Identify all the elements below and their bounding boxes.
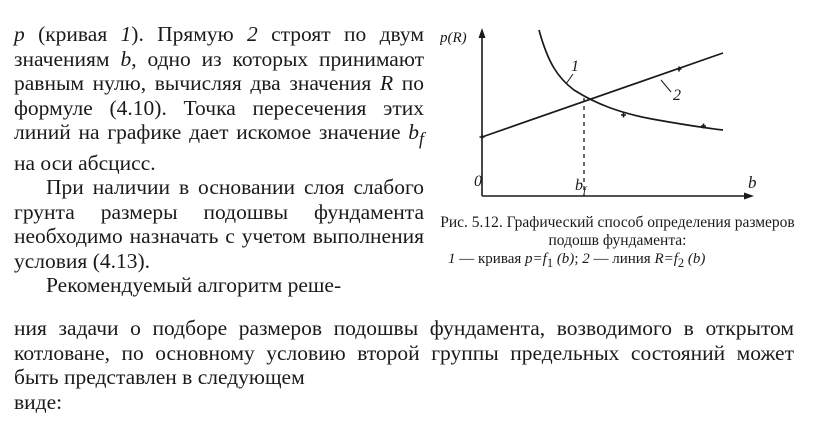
origin-label: 0 bbox=[474, 173, 482, 190]
text-run: (кривая bbox=[24, 22, 121, 46]
x-axis-label: b bbox=[748, 173, 757, 192]
legend-1-formula-sub: 1 bbox=[546, 256, 554, 270]
legend-2-text: — линия bbox=[589, 251, 655, 267]
line-2-leader bbox=[661, 80, 671, 92]
legend-2-formula: =f bbox=[663, 251, 678, 267]
legend-1-formula: (b) bbox=[553, 251, 575, 267]
legend-2-num: 2 bbox=[582, 251, 590, 267]
text-run: , одно из которых принимают равным нулю, вычисляя два значения bbox=[14, 46, 425, 95]
symbol-p: p bbox=[14, 22, 25, 46]
legend-1-formula: p bbox=[525, 251, 533, 267]
legend-1-text: — кривая bbox=[455, 251, 526, 267]
legend-sep: ; bbox=[574, 251, 583, 267]
symbol-bf: b bbox=[408, 120, 420, 144]
symbol-bf-sub: f bbox=[419, 128, 424, 149]
caption-title: Рис. 5.12. Графический способ определения размеров подошв фундамента: bbox=[440, 214, 795, 249]
legend-1-num: 1 bbox=[448, 251, 456, 267]
legend-2-formula: R bbox=[654, 251, 664, 267]
y-axis-arrow bbox=[479, 28, 486, 38]
text-run: ). Прямую bbox=[131, 22, 248, 46]
legend-2-formula: (b) bbox=[684, 251, 706, 267]
text-run: по формуле (4.10). Точка пересечения этих линий на графике дает искомое значение bbox=[14, 71, 424, 144]
x-axis-arrow bbox=[744, 193, 754, 200]
legend-2-formula-sub: 2 bbox=[677, 256, 685, 270]
y-axis-label: p(R) bbox=[440, 30, 467, 46]
paragraph-1 bbox=[14, 22, 424, 175]
paragraph-3-last-line: виде: bbox=[14, 389, 63, 414]
symbol-r: R bbox=[379, 71, 394, 95]
figure-caption bbox=[440, 214, 795, 272]
line-2-label: 2 bbox=[673, 87, 681, 104]
caption-legend bbox=[440, 250, 795, 272]
line-marker bbox=[480, 135, 485, 140]
symbol-1: 1 bbox=[120, 22, 132, 46]
figure-graph bbox=[440, 18, 810, 210]
text-column bbox=[14, 22, 424, 298]
symbol-2: 2 bbox=[247, 22, 258, 46]
paragraph-3-continued: ния задачи о подборе размеров подошвы фундамента, возводимого в открытом котловане, по основному условию второй группы предельных состояний может быть представлен в следующем bbox=[14, 316, 794, 389]
paragraph-2: При наличии в основании слоя слабого грунта размеры подошвы фундамента необходимо назначать с учетом выполнения условия (4.13). bbox=[14, 175, 424, 273]
text-run: строят по двум значениям bbox=[14, 22, 424, 71]
curve-1-leader bbox=[566, 74, 573, 84]
symbol-b: b bbox=[120, 46, 132, 71]
graph-svg bbox=[440, 18, 810, 210]
curve-1 bbox=[539, 30, 723, 130]
bf-label: $b_f$ bbox=[575, 177, 587, 197]
curve-1-label: 1 bbox=[571, 58, 579, 75]
text-run: на оси абсцисс. bbox=[14, 150, 156, 175]
text-full-width bbox=[14, 316, 794, 414]
paragraph-3-start: Рекомендуемый алгоритм реше- bbox=[46, 273, 342, 298]
legend-1-formula: =f bbox=[532, 251, 547, 267]
